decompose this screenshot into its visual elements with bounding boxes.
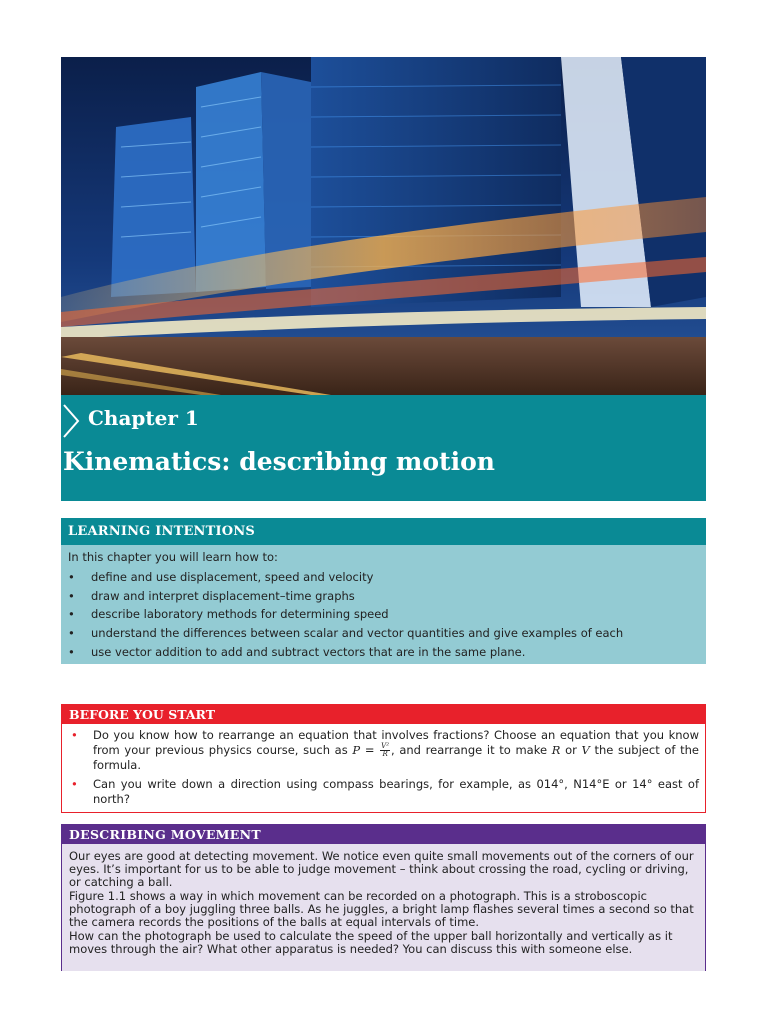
formula-fraction — [380, 743, 390, 758]
learning-intentions-intro: In this chapter you will learn how to: — [68, 550, 278, 564]
before-you-start-heading: BEFORE YOU START — [62, 705, 705, 724]
question-text: Do you know how to rearrange an equation that involves fractions? Choose an equation that you know from your previous physics course, such as — [93, 728, 699, 757]
before-you-start-box — [61, 704, 706, 813]
formula-lhs: P — [352, 743, 361, 757]
paragraph: Figure 1.1 shows a way in which movement can be recorded on a photograph. This is a stroboscopic photograph of a boy juggling three balls. As he juggles, a bright lamp flashes several times a second so that the camera records the positions of the balls at equal intervals of time. — [69, 889, 694, 929]
describing-movement-body — [62, 844, 705, 956]
variable: R — [551, 743, 561, 757]
formula-equals: = — [360, 743, 380, 757]
variable: V — [581, 743, 590, 757]
cityscape-illustration — [61, 57, 706, 395]
list-item: • define and use displacement, speed and velocity — [61, 568, 706, 587]
describing-movement-heading: DESCRIBING MOVEMENT — [62, 825, 705, 844]
learning-intentions-list — [61, 568, 706, 662]
list-item: • describe laboratory methods for determining speed — [61, 605, 706, 624]
fraction-denominator: R — [382, 750, 388, 758]
describing-movement-box — [61, 824, 706, 971]
chapter-label: Chapter 1 — [88, 406, 199, 430]
question-text: the subject of the formula. — [93, 743, 700, 772]
learning-intentions-heading: LEARNING INTENTIONS — [61, 518, 706, 545]
paragraph: How can the photograph be used to calculate the speed of the upper ball horizontally and vertically as it moves through the air? What other apparatus is needed? You can discuss this with someone else. — [69, 929, 673, 956]
list-item — [62, 728, 705, 773]
chevron-right-icon — [61, 401, 83, 441]
list-item: • understand the differences between scalar and vector quantities and give examples of each — [61, 624, 706, 643]
fraction-numerator: V² — [381, 742, 390, 750]
before-you-start-list — [62, 728, 705, 807]
chapter-header — [61, 395, 706, 501]
chapter-title: Kinematics: describing motion — [63, 447, 495, 476]
paragraph: Our eyes are good at detecting movement. We notice even quite small movements out of the corners of our eyes. It’s important for us to be able to judge movement – think about crossing the road, cycling or driving, or catching a ball. — [69, 849, 694, 889]
question-text: , and rearrange it to make — [391, 743, 548, 757]
question-text: or — [565, 743, 577, 757]
list-item: • Can you write down a direction using compass bearings, for example, as 014°, N14°E or 14° east of north? — [62, 777, 705, 807]
list-item: • draw and interpret displacement–time graphs — [61, 587, 706, 606]
list-item: • use vector addition to add and subtract vectors that are in the same plane. — [61, 643, 706, 662]
learning-intentions-box — [61, 518, 706, 664]
hero-image — [61, 57, 706, 395]
